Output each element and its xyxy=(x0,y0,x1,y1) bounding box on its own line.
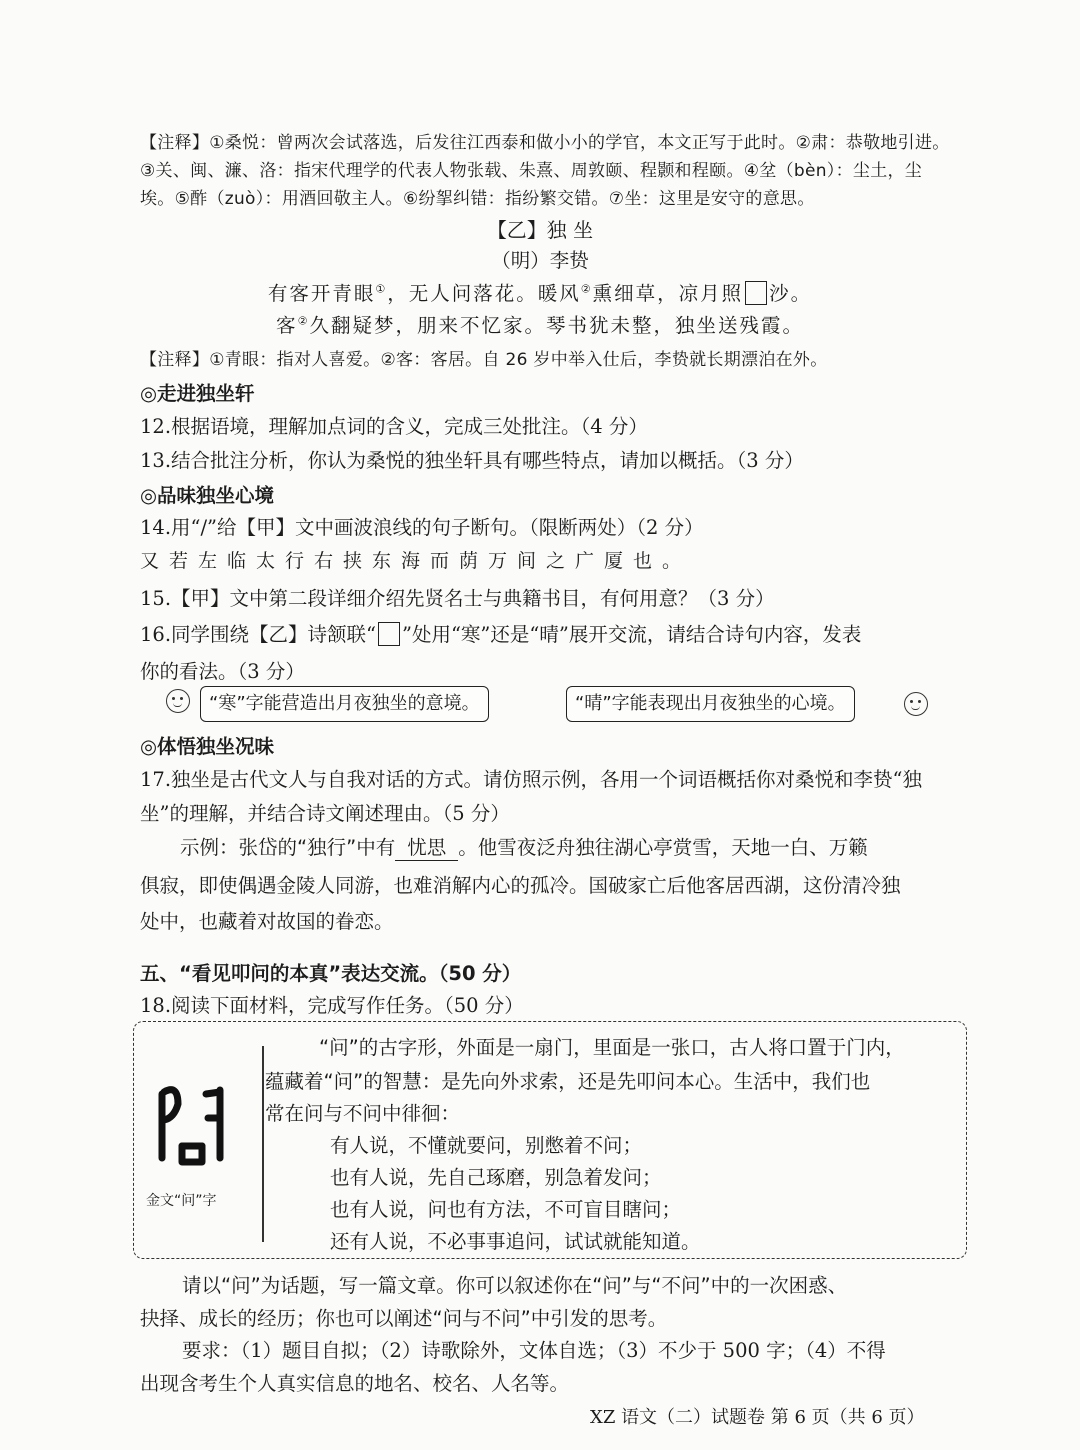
jinwen-wen-character-icon xyxy=(134,1022,262,1258)
question-15: 15.【甲】文中第二段详细介绍先贤名士与典籍书目，有何用意？（3 分） xyxy=(140,587,775,610)
jinwen-glyph xyxy=(134,1022,262,1258)
example-line-2: 俱寂，即使偶遇金陵人同游，也难消解内心的孤冷。国破家亡后他客居西湖，这份清冷独 xyxy=(140,874,901,897)
notes-jia-line-1: 【注释】①桑悦：曾两次会试落选，后发往江西泰和做小小的学官，本文正写于此时。②肃：恭敬地引进。 xyxy=(140,133,950,153)
question-17-line-2: 坐”的理解，并结合诗文阐述理由。（5 分） xyxy=(140,802,510,825)
notes-jia-line-3: 埃。⑤酢（zuò）：用酒回敬主人。⑥纷挐纠错：指纷繁交错。⑦坐：这里是安守的意思。 xyxy=(140,189,815,209)
material-line-4: 有人说，不懂就要问，别憋着不问； xyxy=(330,1134,643,1157)
poem-line-1: 有客开青眼①，无人问落花。暖风②熏细草，凉月照 沙。 xyxy=(267,282,813,305)
poem-author: （明）李贽 xyxy=(491,249,589,272)
blank-box xyxy=(378,622,400,646)
blank-box xyxy=(745,281,767,305)
student-right-icon xyxy=(904,692,928,716)
speech-bubble-right: “晴”字能表现出月夜独坐的心境。 xyxy=(566,686,855,722)
section-heading-1: ◎走进独坐轩 xyxy=(140,382,255,405)
part-5-heading: 五、“看见叩问的本真”表达交流。（50 分） xyxy=(140,962,522,985)
poem-line-2: 客②久翻疑梦，朋来不忆家。琴书犹未整，独坐送残霞。 xyxy=(276,314,804,337)
requirement-line-1: 要求：（1）题目自拟；（2）诗歌除外，文体自选；（3）不少于 500 字；（4）不得 xyxy=(182,1339,886,1362)
section-heading-2: ◎品味独坐心境 xyxy=(140,484,275,507)
material-line-7: 还有人说，不必事事追问，试试就能知道。 xyxy=(330,1230,701,1253)
material-line-6: 也有人说，问也有方法，不可盲目瞎问； xyxy=(330,1198,682,1221)
question-17-line-1: 17.独坐是古代文人与自我对话的方式。请仿照示例，各用一个词语概括你对桑悦和李贽“独 xyxy=(140,768,922,791)
question-12: 12.根据语境，理解加点词的含义，完成三处批注。（4 分） xyxy=(140,415,648,438)
material-line-5: 也有人说，先自己琢磨，别急着发问； xyxy=(330,1166,662,1189)
poem-notes: 【注释】①青眼：指对人喜爱。②客：客居。自 26 岁中举入仕后，李贽就长期漂泊在外。 xyxy=(140,350,828,370)
material-line-2: 蕴藏着“问”的智慧：是先向外求索，还是先叩问本心。生活中，我们也 xyxy=(265,1070,871,1093)
task-line-2: 抉择、成长的经历；你也可以阐述“问与不问”中引发的思考。 xyxy=(140,1307,668,1330)
speech-bubble-left: “寒”字能营造出月夜独坐的意境。 xyxy=(200,686,489,722)
poem-title: 【乙】独 坐 xyxy=(486,218,594,242)
material-line-1: “问”的古字形，外面是一扇门，里面是一张口，古人将口置于门内， xyxy=(319,1036,905,1059)
student-left-icon xyxy=(166,689,190,713)
question-16-line-2: 你的看法。（3 分） xyxy=(140,660,305,683)
question-18: 18.阅读下面材料，完成写作任务。（50 分） xyxy=(140,994,524,1017)
example-line-3: 处中，也藏着对故国的眷恋。 xyxy=(140,910,394,933)
material-box xyxy=(133,1021,967,1259)
page-footer: XZ 语文（二）试题卷 第 6 页（共 6 页） xyxy=(590,1407,925,1428)
notes-jia-line-2: ③关、闽、濂、洛：指宋代理学的代表人物张载、朱熹、周敦颐、程颢和程颐。④坌（bèn）：尘土，尘 xyxy=(140,161,923,181)
glyph-caption: 金文“问”字 xyxy=(146,1193,217,1209)
question-16-line-1: 16.同学围绕【乙】诗颔联“ ”处用“寒”还是“晴”展开交流，请结合诗句内容，发表 xyxy=(140,623,862,646)
section-heading-3: ◎体悟独坐况味 xyxy=(140,735,275,758)
question-14: 14.用“/”给【甲】文中画波浪线的句子断句。（限断两处）（2 分） xyxy=(140,516,704,539)
task-line-1: 请以“问”为话题，写一篇文章。你可以叙述你在“问”与“不问”中的一次困惑、 xyxy=(182,1274,848,1297)
question-13: 13.结合批注分析，你认为桑悦的独坐轩具有哪些特点，请加以概括。（3 分） xyxy=(140,449,804,472)
material-line-3: 常在问与不问中徘徊： xyxy=(265,1102,461,1125)
question-14-sentence: 又若左临太行右挟东海而荫万间之广厦也。 xyxy=(140,550,692,572)
example-line-1: 示例：张岱的“独行”中有 忧思 。他雪夜泛舟独往湖心亭赏雪，天地一白、万籁 xyxy=(180,832,950,861)
example-answer: 忧思 xyxy=(395,832,458,861)
requirement-line-2: 出现含考生个人真实信息的地名、校名、人名等。 xyxy=(140,1372,570,1395)
